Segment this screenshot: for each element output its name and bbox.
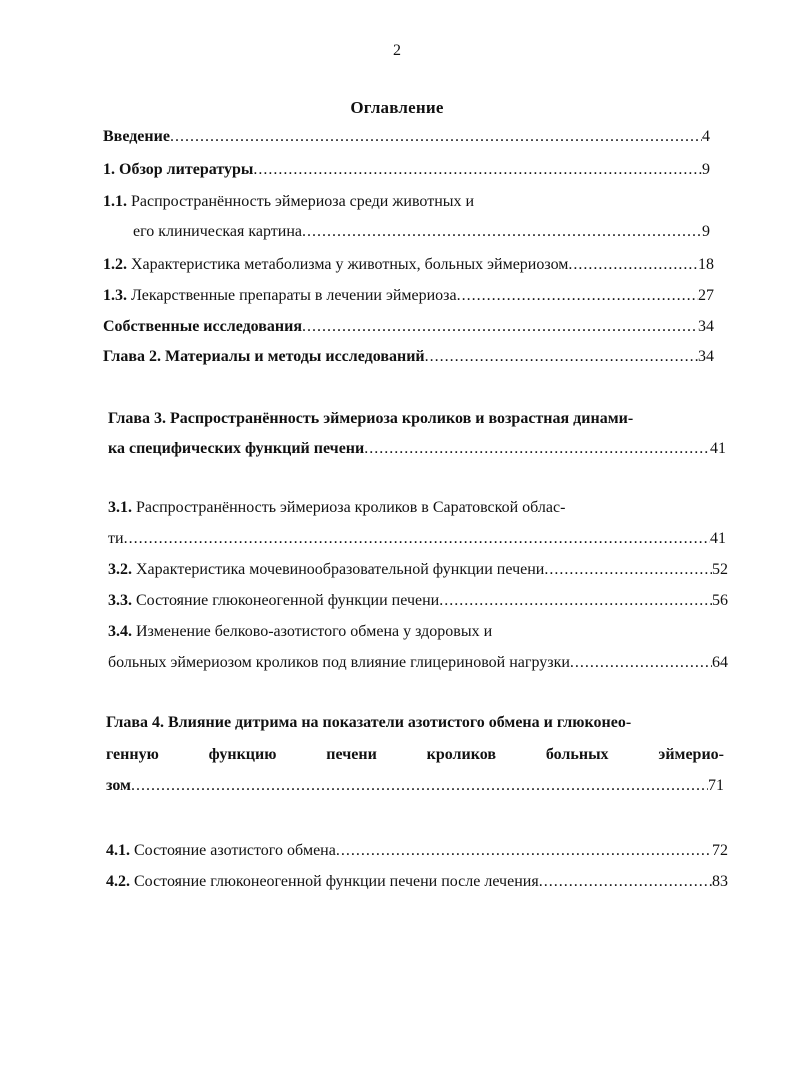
leader-dots: [302, 316, 698, 338]
toc-entry-4-2: [106, 871, 728, 893]
toc-entry-text: Состояние глюконеогенной функции печени после лечения: [134, 873, 539, 890]
toc-entry-text: Изменение белково-азотистого обмена у здоровых и: [136, 623, 493, 640]
toc-entry-ch4-line1: Глава 4. Влияние дитрима на показатели азотистого обмена и глюконео-: [106, 714, 632, 731]
leader-dots: [539, 871, 712, 893]
toc-entry-text: его клиническая картина: [133, 223, 302, 240]
toc-entry-own: [103, 316, 714, 338]
toc-entry-num: 4.2.: [106, 873, 130, 890]
page-number: 2: [393, 42, 401, 59]
toc-entry-page: 52: [712, 561, 728, 578]
toc-entry-text: Состояние глюконеогенной функции печени: [136, 592, 440, 609]
toc-entry-page: 18: [698, 256, 714, 273]
toc-entry-ch2: [103, 346, 714, 368]
toc-entry-3-4-line1: [108, 621, 730, 643]
leader-dots: [544, 559, 712, 581]
toc-entry-label: Собственные исследования: [103, 318, 303, 335]
toc-word: функцию: [208, 746, 277, 763]
toc-entry-1-2: [103, 254, 714, 276]
leader-dots: [124, 528, 710, 550]
toc-entry-ch3-line2: [108, 438, 726, 460]
toc-entry-1-1-line1: [103, 191, 710, 213]
toc-entry-page: 27: [698, 287, 714, 304]
toc-entry-3-3: [108, 590, 728, 612]
toc-entry-3-4-line2: [108, 652, 728, 674]
toc-entry-3-1-line2: [108, 528, 726, 550]
toc-entry-page: 41: [710, 440, 726, 457]
toc-entry-num: 1.2.: [103, 256, 127, 273]
toc-entry-ch1: [103, 159, 710, 181]
leader-dots: [336, 840, 712, 862]
toc-entry-1-1-line2: [133, 221, 710, 243]
toc-entry-ch3-line1: Глава 3. Распространённость эймериоза кроликов и возрастная динами-: [108, 410, 634, 427]
toc-entry-page: 34: [698, 318, 714, 335]
toc-entry-label: Глава 2. Материалы и методы исследований: [103, 348, 425, 365]
toc-entry-page: 4: [702, 128, 710, 145]
toc-entry-page: 34: [698, 348, 714, 365]
toc-word: эймерио-: [658, 746, 724, 763]
toc-entry-page: 9: [702, 223, 710, 240]
leader-dots: [131, 775, 708, 797]
toc-entry-ch4-line2: [106, 744, 724, 766]
toc-entry-page: 9: [702, 161, 710, 178]
toc-entry-page: 72: [712, 842, 728, 859]
toc-entry-num: 3.2.: [108, 561, 132, 578]
toc-entry-text: Лекарственные препараты в лечении эймериоза: [131, 287, 457, 304]
toc-entry-page: 64: [712, 654, 728, 671]
toc-entry-page: 71: [708, 777, 724, 794]
toc-entry-text: Распространённость эймериоза кроликов в Саратовской облас-: [136, 499, 566, 516]
toc-entry-text: Характеристика мочевинообразовательной функции печени: [136, 561, 545, 578]
toc-word: печени: [326, 746, 377, 763]
toc-entry-text: Характеристика метаболизма у животных, больных эймериозом: [131, 256, 569, 273]
toc-entry-num: 3.1.: [108, 499, 132, 516]
toc-entry-page: 56: [712, 592, 728, 609]
leader-dots: [457, 285, 698, 307]
leader-dots: [425, 346, 698, 368]
toc-entry-num: 3.4.: [108, 623, 132, 640]
toc-word: генную: [106, 746, 159, 763]
toc-entry-text: ти: [108, 530, 124, 547]
toc-word: больных: [545, 746, 609, 763]
toc-entry-4-1: [106, 840, 728, 862]
leader-dots: [302, 221, 702, 243]
toc-entry-num: 1.1.: [103, 193, 127, 210]
toc-entry-label: зом: [106, 777, 131, 794]
leader-dots: [568, 254, 698, 276]
toc-entry-label: ка специфических функций печени: [108, 440, 365, 457]
leader-dots: [170, 126, 702, 148]
toc-entry-page: 41: [710, 530, 726, 547]
toc-title: Оглавление: [350, 98, 444, 117]
toc-entry-label: 1. Обзор литературы: [103, 161, 254, 178]
toc-entry-3-1-line1: [108, 497, 730, 519]
toc-entry-page: 83: [712, 873, 728, 890]
leader-dots: [364, 438, 710, 460]
toc-entry-num: 1.3.: [103, 287, 127, 304]
toc-entry-1-3: [103, 285, 714, 307]
toc-entry-text: Состояние азотистого обмена: [134, 842, 336, 859]
toc-word: кроликов: [426, 746, 496, 763]
toc-entry-num: 3.3.: [108, 592, 132, 609]
toc-entry-label: Введение: [103, 128, 170, 145]
toc-entry-num: 4.1.: [106, 842, 130, 859]
leader-dots: [570, 652, 712, 674]
leader-dots: [253, 159, 702, 181]
toc-entry-ch4-line3: [106, 775, 724, 797]
toc-entry-text: Распространённость эймериоза среди животных и: [131, 193, 475, 210]
toc-entry-intro: [103, 126, 710, 148]
toc-entry-3-2: [108, 559, 728, 581]
leader-dots: [439, 590, 712, 612]
toc-entry-text: больных эймериозом кроликов под влияние глицериновой нагрузки: [108, 654, 570, 671]
